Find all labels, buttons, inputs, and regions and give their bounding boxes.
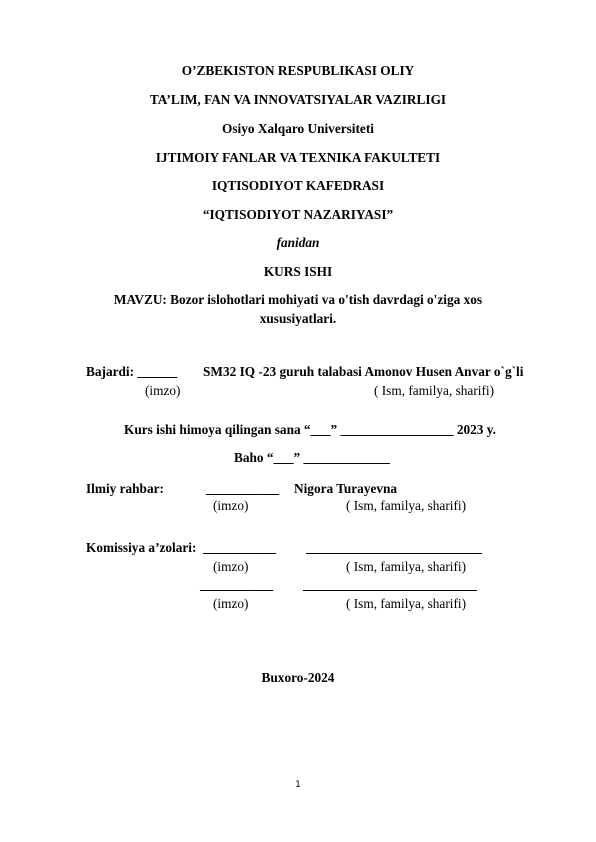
fanidan-label: fanidan xyxy=(276,235,320,250)
supervisor-label: Ilmiy rahbar: xyxy=(86,481,164,496)
supervisor-name: Nigora Turayevna xyxy=(294,481,398,496)
bajardi-label: Bajardi: ______ xyxy=(86,364,178,379)
commission-signature-hint-1: (imzo) xyxy=(213,559,249,574)
commission-signature-hint-2: (imzo) xyxy=(213,596,249,611)
commission-name-hint-2: ( Ism, familya, sharifi) xyxy=(346,596,467,611)
bajardi-signature-hint: (imzo) xyxy=(145,383,181,398)
student-info: SM32 IQ -23 guruh talabasi Amonov Husen Anvar o`g`li xyxy=(203,364,524,379)
university-name: Osiyo Xalqaro Universiteti xyxy=(222,121,374,136)
commission-signature-blank-1: ___________ xyxy=(203,540,277,555)
document-type: KURS ISHI xyxy=(263,264,333,279)
commission-label: Komissiya a’zolari: xyxy=(86,540,197,555)
department-name: IQTISODIYOT KAFEDRASI xyxy=(211,178,385,193)
supervisor-name-hint: ( Ism, familya, sharifi) xyxy=(346,498,467,513)
topic-line-2: xususiyatlari. xyxy=(259,311,337,326)
commission-signature-blank-2: ___________ xyxy=(200,577,274,592)
commission-name-line-2 xyxy=(303,590,477,591)
defense-date-line: Kurs ishi himoya qilingan sana “___” _________________ 2023 y. xyxy=(124,422,497,437)
grade-line: Baho “___” _____________ xyxy=(234,450,390,465)
ministry-line-2: TA’LIM, FAN VA INNOVATSIYALAR VAZIRLIGI xyxy=(149,92,447,107)
supervisor-signature-hint: (imzo) xyxy=(213,498,249,513)
city-year: Buxoro-2024 xyxy=(261,670,335,685)
topic-line-1: MAVZU: Bozor islohotlari mohiyati va o'tish davrdagi o'ziga xos xyxy=(113,292,483,307)
subject-title: “IQTISODIYOT NAZARIYASI” xyxy=(202,207,394,222)
supervisor-signature-blank: ___________ xyxy=(206,481,280,496)
faculty-name: IJTIMOIY FANLAR VA TEXNIKA FAKULTETI xyxy=(155,150,441,165)
commission-name-hint-1: ( Ism, familya, sharifi) xyxy=(346,559,467,574)
commission-name-line-1 xyxy=(306,553,482,554)
ministry-line-1: O’ZBEKISTON RESPUBLIKASI OLIY xyxy=(181,63,415,78)
page-number: 1 xyxy=(295,780,301,790)
bajardi-name-hint: ( Ism, familya, sharifi) xyxy=(374,383,495,398)
